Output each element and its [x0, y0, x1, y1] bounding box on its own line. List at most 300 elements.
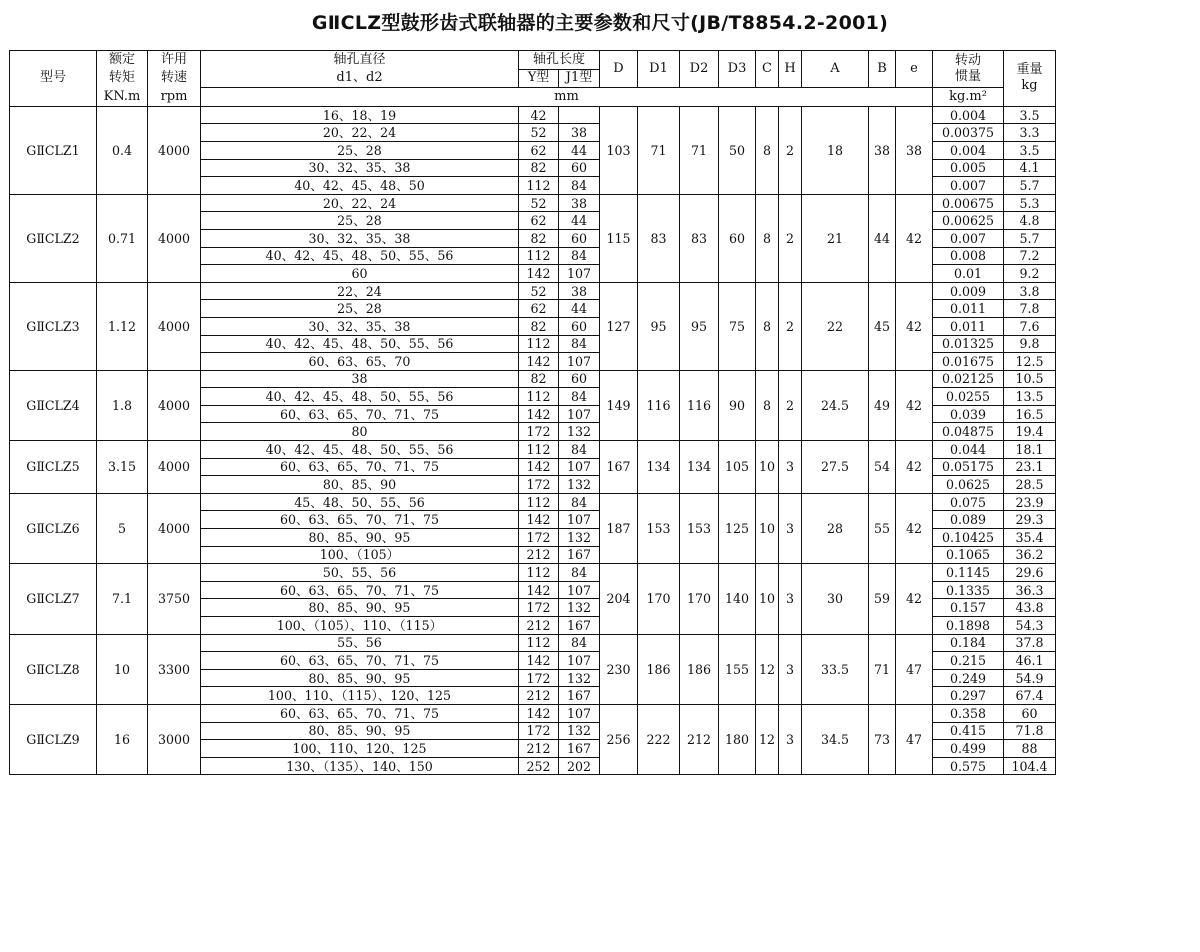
j1-length-cell: 107: [559, 704, 600, 722]
bore-diameter-cell: 40、42、45、48、50、55、56: [201, 247, 519, 265]
weight-cell: 28.5: [1004, 476, 1056, 494]
header-D: D: [600, 51, 638, 88]
inertia-cell: 0.249: [933, 669, 1004, 687]
torque-cell: 10: [97, 634, 148, 704]
dim-c-cell: 10: [756, 564, 779, 634]
dim-d1-cell: 153: [638, 493, 680, 563]
dim-d-cell: 149: [600, 370, 638, 440]
dim-h-cell: 3: [779, 564, 802, 634]
dim-d1-cell: 222: [638, 704, 680, 774]
header-torque-unit: KN.m: [97, 88, 148, 107]
y-length-cell: 212: [519, 687, 559, 705]
y-length-cell: 82: [519, 159, 559, 177]
bore-diameter-cell: 60、63、65、70、71、75: [201, 581, 519, 599]
j1-length-cell: 107: [559, 353, 600, 371]
dim-d1-cell: 83: [638, 194, 680, 282]
j1-length-cell: 60: [559, 229, 600, 247]
speed-cell: 4000: [148, 194, 201, 282]
header-bore-dia: 轴孔直径: [201, 51, 519, 70]
y-length-cell: 142: [519, 353, 559, 371]
bore-diameter-cell: 80、85、90、95: [201, 599, 519, 617]
y-length-cell: 62: [519, 300, 559, 318]
dim-e-cell: 38: [896, 106, 933, 194]
y-length-cell: 52: [519, 124, 559, 142]
dim-a-cell: 18: [802, 106, 869, 194]
weight-cell: 7.6: [1004, 317, 1056, 335]
weight-cell: 71.8: [1004, 722, 1056, 740]
header-speed-2: 转速: [148, 69, 201, 88]
dim-b-cell: 54: [869, 441, 896, 494]
table-row: [10, 106, 1056, 124]
header-bore-dia-sub: d1、d2: [201, 69, 519, 88]
dim-d3-cell: 60: [719, 194, 756, 282]
y-length-cell: 172: [519, 476, 559, 494]
header-inertia-unit: kg.m²: [933, 88, 1004, 107]
dim-h-cell: 2: [779, 282, 802, 370]
dim-h-cell: 3: [779, 634, 802, 704]
weight-cell: 12.5: [1004, 353, 1056, 371]
y-length-cell: 52: [519, 194, 559, 212]
j1-length-cell: 132: [559, 529, 600, 547]
weight-cell: 37.8: [1004, 634, 1056, 652]
bore-diameter-cell: 60、63、65、70、71、75: [201, 511, 519, 529]
dim-d2-cell: 153: [680, 493, 719, 563]
dim-e-cell: 42: [896, 493, 933, 563]
dim-h-cell: 3: [779, 441, 802, 494]
weight-cell: 36.2: [1004, 546, 1056, 564]
y-length-cell: 82: [519, 317, 559, 335]
inertia-cell: 0.0625: [933, 476, 1004, 494]
dim-d3-cell: 50: [719, 106, 756, 194]
dim-h-cell: 2: [779, 106, 802, 194]
inertia-cell: 0.415: [933, 722, 1004, 740]
inertia-cell: 0.297: [933, 687, 1004, 705]
weight-cell: 60: [1004, 704, 1056, 722]
dim-c-cell: 12: [756, 634, 779, 704]
j1-length-cell: 132: [559, 669, 600, 687]
bore-diameter-cell: 25、28: [201, 300, 519, 318]
weight-cell: 3.3: [1004, 124, 1056, 142]
dim-a-cell: 24.5: [802, 370, 869, 440]
inertia-cell: 0.01: [933, 265, 1004, 283]
inertia-cell: 0.011: [933, 300, 1004, 318]
inertia-cell: 0.039: [933, 405, 1004, 423]
page-title: GⅡCLZ型鼓形齿式联轴器的主要参数和尺寸(JB/T8854.2-2001): [311, 12, 889, 34]
header-weight-1: 重量: [1016, 62, 1043, 78]
dim-c-cell: 12: [756, 704, 779, 774]
y-length-cell: 112: [519, 441, 559, 459]
dim-b-cell: 38: [869, 106, 896, 194]
coupling-spec-table: [9, 50, 1056, 775]
bore-diameter-cell: 60、63、65、70、71、75: [201, 652, 519, 670]
model-cell: GⅡCLZ3: [10, 282, 97, 370]
dim-a-cell: 28: [802, 493, 869, 563]
inertia-cell: 0.10425: [933, 529, 1004, 547]
bore-diameter-cell: 25、28: [201, 212, 519, 230]
inertia-cell: 0.499: [933, 740, 1004, 758]
dim-d1-cell: 95: [638, 282, 680, 370]
j1-length-cell: 107: [559, 265, 600, 283]
j1-length-cell: 107: [559, 652, 600, 670]
dim-a-cell: 22: [802, 282, 869, 370]
weight-cell: 35.4: [1004, 529, 1056, 547]
bore-diameter-cell: 60: [201, 265, 519, 283]
speed-cell: 3300: [148, 634, 201, 704]
inertia-cell: 0.011: [933, 317, 1004, 335]
weight-cell: 18.1: [1004, 441, 1056, 459]
weight-cell: 23.9: [1004, 493, 1056, 511]
inertia-cell: 0.1335: [933, 581, 1004, 599]
y-length-cell: 62: [519, 141, 559, 159]
dim-b-cell: 44: [869, 194, 896, 282]
inertia-cell: 0.0255: [933, 388, 1004, 406]
weight-cell: 7.8: [1004, 300, 1056, 318]
dim-b-cell: 55: [869, 493, 896, 563]
dim-h-cell: 3: [779, 704, 802, 774]
dim-b-cell: 59: [869, 564, 896, 634]
bore-diameter-cell: 100、（105）、110、（115）: [201, 617, 519, 635]
inertia-cell: 0.04875: [933, 423, 1004, 441]
table-row: [10, 704, 1056, 722]
y-length-cell: 252: [519, 757, 559, 775]
torque-cell: 3.15: [97, 441, 148, 494]
speed-cell: 4000: [148, 493, 201, 563]
dim-a-cell: 27.5: [802, 441, 869, 494]
dim-a-cell: 30: [802, 564, 869, 634]
header-weight-2: kg: [1021, 78, 1038, 94]
weight-cell: 67.4: [1004, 687, 1056, 705]
y-length-cell: 142: [519, 511, 559, 529]
dim-h-cell: 2: [779, 370, 802, 440]
header-B: B: [869, 51, 896, 88]
inertia-cell: 0.00675: [933, 194, 1004, 212]
model-cell: GⅡCLZ1: [10, 106, 97, 194]
j1-length-cell: 60: [559, 159, 600, 177]
y-length-cell: 172: [519, 722, 559, 740]
weight-cell: 7.2: [1004, 247, 1056, 265]
y-length-cell: 112: [519, 177, 559, 195]
speed-cell: 3750: [148, 564, 201, 634]
header-y-type: Y型: [519, 69, 559, 88]
dim-d1-cell: 116: [638, 370, 680, 440]
dim-d1-cell: 170: [638, 564, 680, 634]
bore-diameter-cell: 16、18、19: [201, 106, 519, 124]
dim-e-cell: 42: [896, 564, 933, 634]
dim-d1-cell: 186: [638, 634, 680, 704]
dim-h-cell: 2: [779, 194, 802, 282]
bore-diameter-cell: 40、42、45、48、50: [201, 177, 519, 195]
dim-d-cell: 256: [600, 704, 638, 774]
dim-c-cell: 8: [756, 106, 779, 194]
y-length-cell: 142: [519, 458, 559, 476]
dim-d2-cell: 134: [680, 441, 719, 494]
j1-length-cell: 60: [559, 370, 600, 388]
dim-d2-cell: 186: [680, 634, 719, 704]
j1-length-cell: 132: [559, 599, 600, 617]
dim-a-cell: 33.5: [802, 634, 869, 704]
bore-diameter-cell: 20、22、24: [201, 124, 519, 142]
dim-b-cell: 71: [869, 634, 896, 704]
dim-h-cell: 3: [779, 493, 802, 563]
header-weight: [1004, 51, 1056, 107]
model-cell: GⅡCLZ5: [10, 441, 97, 494]
y-length-cell: 112: [519, 335, 559, 353]
header-C: C: [756, 51, 779, 88]
torque-cell: 1.8: [97, 370, 148, 440]
j1-length-cell: 84: [559, 388, 600, 406]
speed-cell: 4000: [148, 441, 201, 494]
dim-c-cell: 10: [756, 493, 779, 563]
speed-cell: 4000: [148, 106, 201, 194]
dim-a-cell: 34.5: [802, 704, 869, 774]
model-cell: GⅡCLZ2: [10, 194, 97, 282]
header-torque-2: 转矩: [97, 69, 148, 88]
weight-cell: 13.5: [1004, 388, 1056, 406]
bore-diameter-cell: 60、63、65、70: [201, 353, 519, 371]
dim-d3-cell: 140: [719, 564, 756, 634]
header-A: A: [802, 51, 869, 88]
dim-e-cell: 42: [896, 194, 933, 282]
y-length-cell: 82: [519, 370, 559, 388]
bore-diameter-cell: 100、110、（115）、120、125: [201, 687, 519, 705]
table-row: [10, 634, 1056, 652]
header-bore-length: 轴孔长度: [519, 51, 600, 70]
y-length-cell: 142: [519, 405, 559, 423]
dim-d-cell: 127: [600, 282, 638, 370]
j1-length-cell: 84: [559, 177, 600, 195]
header-e: e: [896, 51, 933, 88]
dim-d3-cell: 75: [719, 282, 756, 370]
weight-cell: 54.3: [1004, 617, 1056, 635]
header-inertia: [933, 51, 1004, 88]
torque-cell: 0.71: [97, 194, 148, 282]
j1-length-cell: 167: [559, 546, 600, 564]
speed-cell: 3000: [148, 704, 201, 774]
torque-cell: 7.1: [97, 564, 148, 634]
model-cell: GⅡCLZ9: [10, 704, 97, 774]
y-length-cell: 112: [519, 388, 559, 406]
weight-cell: 4.8: [1004, 212, 1056, 230]
torque-cell: 1.12: [97, 282, 148, 370]
weight-cell: 16.5: [1004, 405, 1056, 423]
dim-c-cell: 8: [756, 370, 779, 440]
weight-cell: 29.3: [1004, 511, 1056, 529]
dim-c-cell: 8: [756, 282, 779, 370]
bore-diameter-cell: 130、（135）、140、150: [201, 757, 519, 775]
inertia-cell: 0.004: [933, 106, 1004, 124]
header-unit-mm: mm: [201, 88, 933, 107]
weight-cell: 5.7: [1004, 177, 1056, 195]
weight-cell: 10.5: [1004, 370, 1056, 388]
inertia-cell: 0.1145: [933, 564, 1004, 582]
weight-cell: 46.1: [1004, 652, 1056, 670]
bore-diameter-cell: 40、42、45、48、50、55、56: [201, 441, 519, 459]
bore-diameter-cell: 80、85、90、95: [201, 529, 519, 547]
inertia-cell: 0.1898: [933, 617, 1004, 635]
dim-d-cell: 115: [600, 194, 638, 282]
dim-b-cell: 49: [869, 370, 896, 440]
dim-d2-cell: 170: [680, 564, 719, 634]
j1-length-cell: 132: [559, 423, 600, 441]
dim-d-cell: 103: [600, 106, 638, 194]
inertia-cell: 0.075: [933, 493, 1004, 511]
header-D2: D2: [680, 51, 719, 88]
dim-d1-cell: 71: [638, 106, 680, 194]
bore-diameter-cell: 80: [201, 423, 519, 441]
table-row: [10, 194, 1056, 212]
bore-diameter-cell: 100、110、120、125: [201, 740, 519, 758]
dim-d3-cell: 90: [719, 370, 756, 440]
j1-length-cell: 60: [559, 317, 600, 335]
bore-diameter-cell: 38: [201, 370, 519, 388]
weight-cell: 3.8: [1004, 282, 1056, 300]
dim-d3-cell: 125: [719, 493, 756, 563]
inertia-cell: 0.215: [933, 652, 1004, 670]
j1-length-cell: 38: [559, 194, 600, 212]
weight-cell: 4.1: [1004, 159, 1056, 177]
inertia-cell: 0.575: [933, 757, 1004, 775]
header-D1: D1: [638, 51, 680, 88]
bore-diameter-cell: 80、85、90、95: [201, 669, 519, 687]
j1-length-cell: 44: [559, 300, 600, 318]
j1-length-cell: 84: [559, 493, 600, 511]
weight-cell: 36.3: [1004, 581, 1056, 599]
j1-length-cell: 107: [559, 458, 600, 476]
bore-diameter-cell: 60、63、65、70、71、75: [201, 704, 519, 722]
bore-diameter-cell: 40、42、45、48、50、55、56: [201, 388, 519, 406]
bore-diameter-cell: 40、42、45、48、50、55、56: [201, 335, 519, 353]
table-row: [10, 493, 1056, 511]
inertia-cell: 0.009: [933, 282, 1004, 300]
j1-length-cell: 38: [559, 124, 600, 142]
j1-length-cell: [559, 106, 600, 124]
header-inertia-2: 惯量: [954, 69, 981, 85]
y-length-cell: 172: [519, 529, 559, 547]
y-length-cell: 52: [519, 282, 559, 300]
y-length-cell: 212: [519, 617, 559, 635]
torque-cell: 5: [97, 493, 148, 563]
table-row: [10, 282, 1056, 300]
j1-length-cell: 167: [559, 687, 600, 705]
inertia-cell: 0.02125: [933, 370, 1004, 388]
weight-cell: 3.5: [1004, 106, 1056, 124]
weight-cell: 9.2: [1004, 265, 1056, 283]
dim-e-cell: 42: [896, 370, 933, 440]
y-length-cell: 42: [519, 106, 559, 124]
j1-length-cell: 107: [559, 511, 600, 529]
bore-diameter-cell: 30、32、35、38: [201, 317, 519, 335]
y-length-cell: 212: [519, 740, 559, 758]
bore-diameter-cell: 45、48、50、55、56: [201, 493, 519, 511]
header-speed-unit: rpm: [148, 88, 201, 107]
j1-length-cell: 44: [559, 141, 600, 159]
dim-d-cell: 204: [600, 564, 638, 634]
weight-cell: 88: [1004, 740, 1056, 758]
y-length-cell: 112: [519, 634, 559, 652]
inertia-cell: 0.089: [933, 511, 1004, 529]
inertia-cell: 0.01675: [933, 353, 1004, 371]
y-length-cell: 112: [519, 564, 559, 582]
dim-e-cell: 47: [896, 634, 933, 704]
y-length-cell: 172: [519, 599, 559, 617]
header-D3: D3: [719, 51, 756, 88]
j1-length-cell: 167: [559, 740, 600, 758]
bore-diameter-cell: 80、85、90、95: [201, 722, 519, 740]
bore-diameter-cell: 100、（105）: [201, 546, 519, 564]
table-row: [10, 370, 1056, 388]
torque-cell: 0.4: [97, 106, 148, 194]
speed-cell: 4000: [148, 282, 201, 370]
j1-length-cell: 84: [559, 634, 600, 652]
dim-d2-cell: 71: [680, 106, 719, 194]
y-length-cell: 142: [519, 652, 559, 670]
dim-d-cell: 230: [600, 634, 638, 704]
model-cell: GⅡCLZ6: [10, 493, 97, 563]
speed-cell: 4000: [148, 370, 201, 440]
inertia-cell: 0.01325: [933, 335, 1004, 353]
dim-c-cell: 10: [756, 441, 779, 494]
weight-cell: 43.8: [1004, 599, 1056, 617]
dim-b-cell: 73: [869, 704, 896, 774]
y-length-cell: 172: [519, 669, 559, 687]
table-row: [10, 564, 1056, 582]
bore-diameter-cell: 60、63、65、70、71、75: [201, 458, 519, 476]
inertia-cell: 0.007: [933, 229, 1004, 247]
header-j1-type: J1型: [559, 69, 600, 88]
j1-length-cell: 84: [559, 247, 600, 265]
y-length-cell: 112: [519, 493, 559, 511]
inertia-cell: 0.008: [933, 247, 1004, 265]
dim-e-cell: 42: [896, 282, 933, 370]
weight-cell: 29.6: [1004, 564, 1056, 582]
header-inertia-1: 转动: [954, 53, 981, 69]
model-cell: GⅡCLZ7: [10, 564, 97, 634]
dim-d2-cell: 95: [680, 282, 719, 370]
dim-d3-cell: 105: [719, 441, 756, 494]
dim-b-cell: 45: [869, 282, 896, 370]
weight-cell: 5.7: [1004, 229, 1056, 247]
weight-cell: 54.9: [1004, 669, 1056, 687]
bore-diameter-cell: 30、32、35、38: [201, 159, 519, 177]
model-cell: GⅡCLZ4: [10, 370, 97, 440]
j1-length-cell: 132: [559, 722, 600, 740]
j1-length-cell: 107: [559, 405, 600, 423]
inertia-cell: 0.184: [933, 634, 1004, 652]
bore-diameter-cell: 50、55、56: [201, 564, 519, 582]
dim-e-cell: 47: [896, 704, 933, 774]
j1-length-cell: 107: [559, 581, 600, 599]
inertia-cell: 0.007: [933, 177, 1004, 195]
y-length-cell: 62: [519, 212, 559, 230]
dim-d-cell: 167: [600, 441, 638, 494]
dim-d1-cell: 134: [638, 441, 680, 494]
y-length-cell: 142: [519, 265, 559, 283]
j1-length-cell: 84: [559, 335, 600, 353]
j1-length-cell: 38: [559, 282, 600, 300]
inertia-cell: 0.00625: [933, 212, 1004, 230]
dim-e-cell: 42: [896, 441, 933, 494]
bore-diameter-cell: 30、32、35、38: [201, 229, 519, 247]
y-length-cell: 172: [519, 423, 559, 441]
y-length-cell: 142: [519, 581, 559, 599]
inertia-cell: 0.05175: [933, 458, 1004, 476]
inertia-cell: 0.044: [933, 441, 1004, 459]
weight-cell: 19.4: [1004, 423, 1056, 441]
inertia-cell: 0.157: [933, 599, 1004, 617]
j1-length-cell: 202: [559, 757, 600, 775]
j1-length-cell: 167: [559, 617, 600, 635]
dim-d3-cell: 180: [719, 704, 756, 774]
